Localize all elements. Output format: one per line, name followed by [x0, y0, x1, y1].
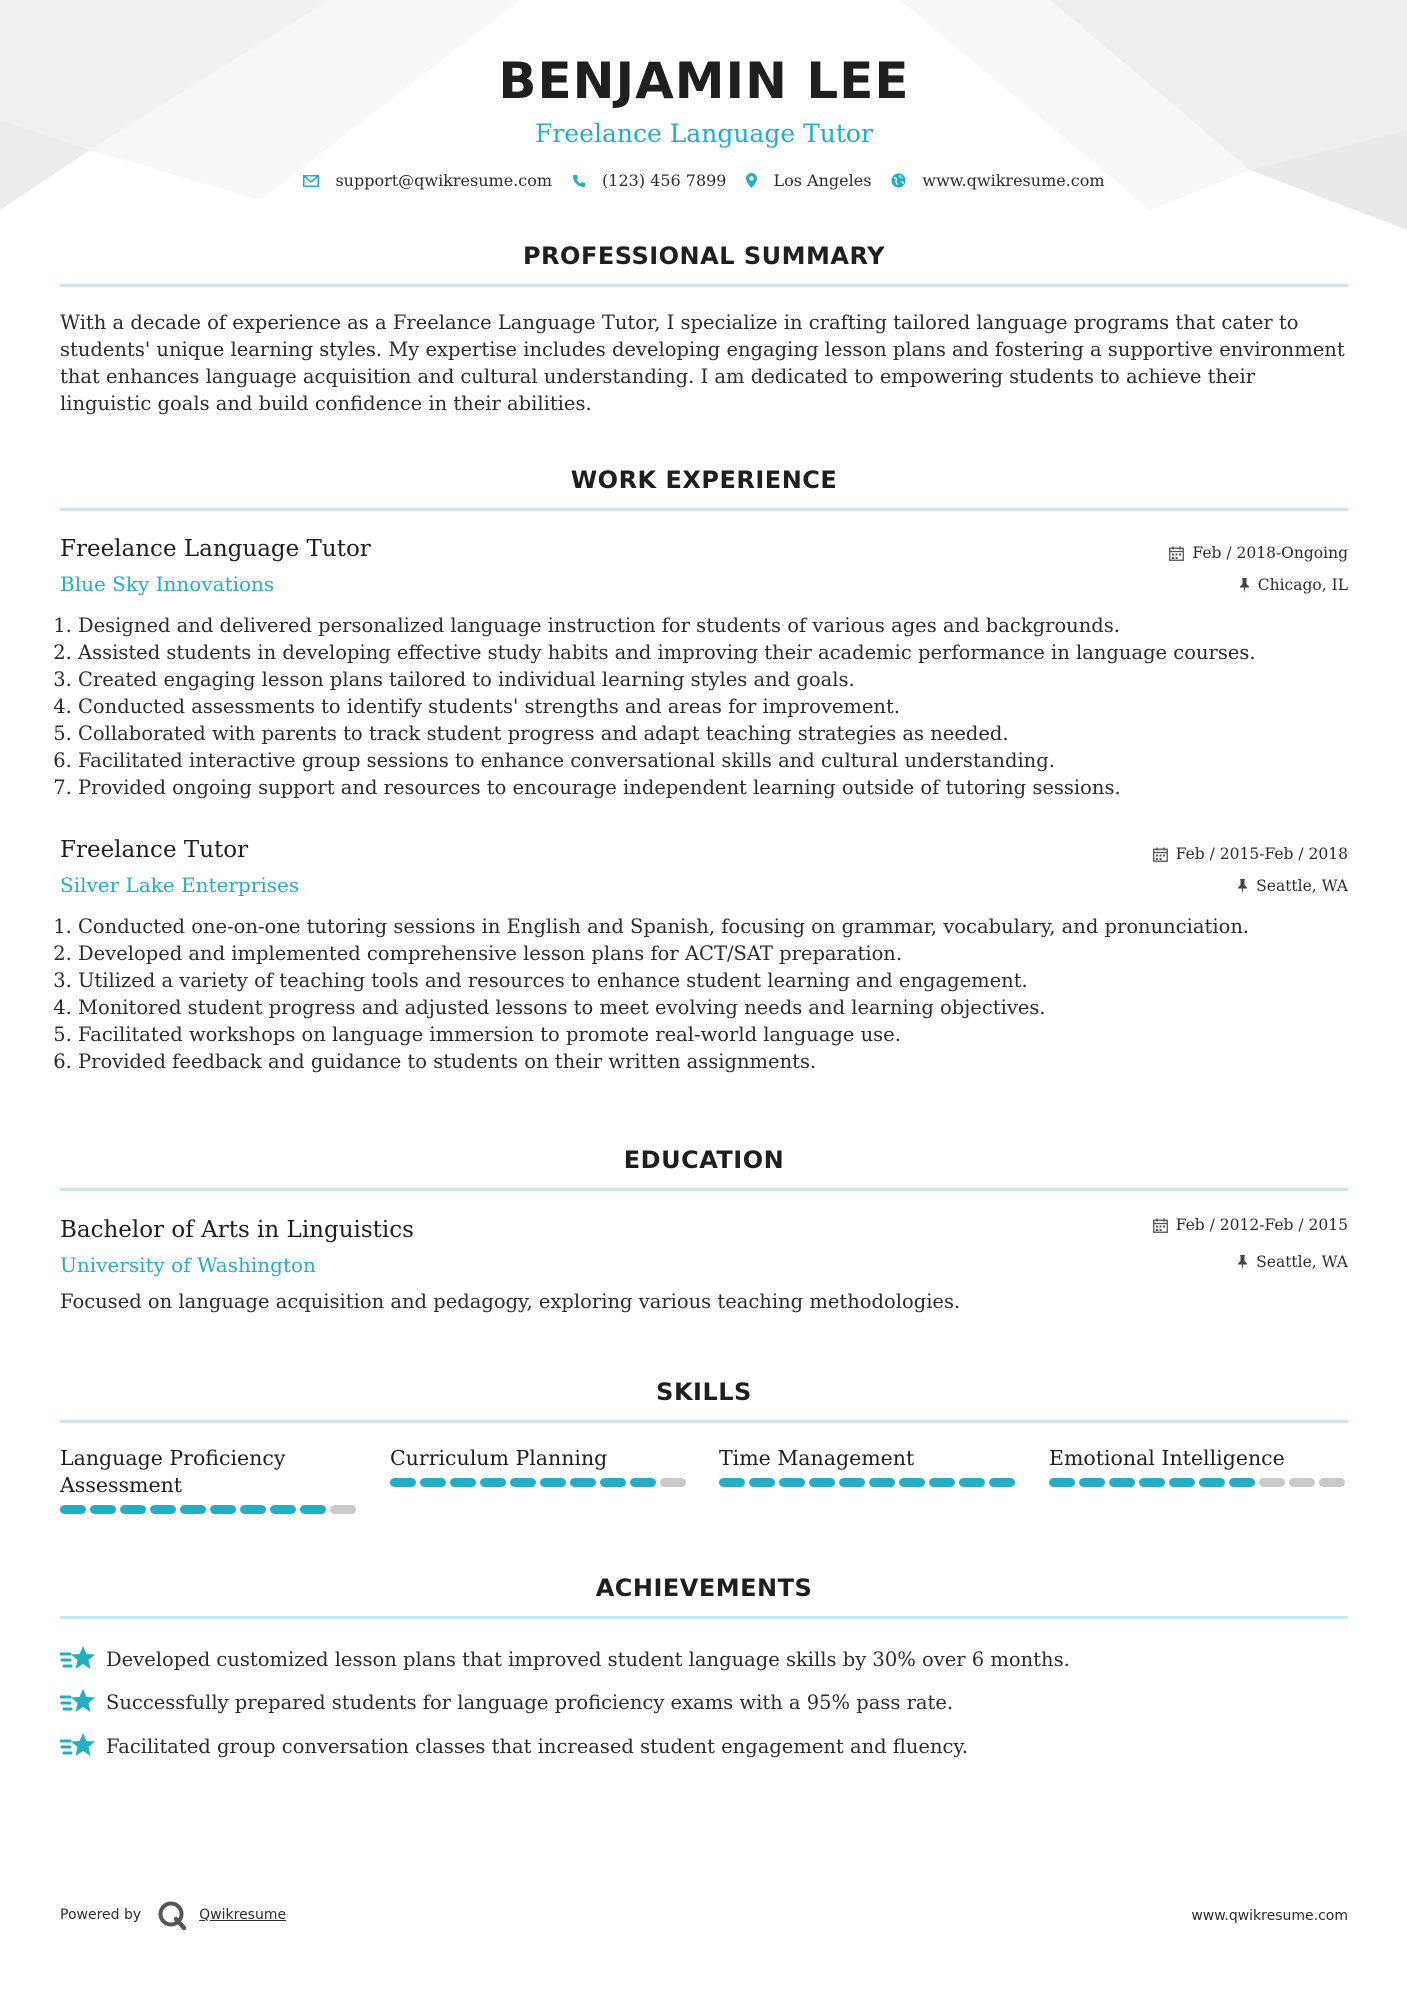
- skill-item: [1049, 1445, 1349, 1487]
- skill-item: [719, 1445, 1019, 1487]
- skill-level-segment: [809, 1478, 835, 1487]
- list-item: 4. Monitored student progress and adjusted lessons to meet evolving needs and learning objectives.: [78, 994, 1366, 1021]
- job-responsibilities: [60, 913, 1366, 1075]
- section-heading-experience: WORK EXPERIENCE: [570, 466, 838, 494]
- job-dates-text: Feb / 2015-Feb / 2018: [1175, 845, 1348, 863]
- education-location: [1237, 1255, 1348, 1271]
- skill-level-segment: [1169, 1478, 1195, 1487]
- achievement-text: Successfully prepared students for language proficiency exams with a 95% pass rate.: [106, 1690, 954, 1714]
- education-degree: Bachelor of Arts in Linguistics: [60, 1217, 414, 1243]
- achievement-item: [60, 1732, 968, 1760]
- achievement-text: Facilitated group conversation classes that increased student engagement and fluency.: [106, 1734, 969, 1758]
- achievement-item: [60, 1645, 1070, 1673]
- section-divider: [60, 1420, 1348, 1423]
- star-icon: [60, 1645, 96, 1673]
- list-item: 6. Provided feedback and guidance to students on their written assignments.: [78, 1048, 1366, 1075]
- qwikresume-link[interactable]: Qwikresume: [199, 1907, 287, 1923]
- skill-level-segment: [570, 1478, 596, 1487]
- list-item: 3. Utilized a variety of teaching tools and resources to enhance student learning and engagement.: [78, 967, 1366, 994]
- job-title: Freelance Tutor: [60, 837, 249, 863]
- star-icon: [60, 1732, 96, 1760]
- skill-level-segment: [120, 1505, 146, 1514]
- skill-level-segment: [660, 1478, 686, 1487]
- section-divider: [60, 508, 1348, 511]
- job-responsibilities: [60, 612, 1366, 801]
- skill-name: Curriculum Planning: [390, 1446, 608, 1470]
- skill-level-segment: [1079, 1478, 1105, 1487]
- job-location-text: Chicago, IL: [1257, 576, 1348, 594]
- skill-level-segment: [180, 1505, 206, 1514]
- skill-level-segment: [869, 1478, 895, 1487]
- skill-level-bar: [719, 1478, 1019, 1487]
- skill-level-bar: [60, 1505, 360, 1514]
- list-item: 1. Designed and delivered personalized language instruction for students of various ages and backgrounds.: [78, 612, 1366, 639]
- list-item: 1. Conducted one-on-one tutoring sessions in English and Spanish, focusing on grammar, vocabulary, and pronunciation.: [78, 913, 1366, 940]
- job-dates-text: Feb / 2018-Ongoing: [1192, 544, 1348, 562]
- summary-text: With a decade of experience as a Freelance Language Tutor, I specialize in crafting tailored language programs that cater to students' unique learning styles. My expertise includes developing engaging lesson plans and fostering a supportive environment that enhances language acquisition and cultural understanding. I am dedicated to empowering students to achieve their linguistic goals and build confidence in their abilities.: [60, 311, 1345, 415]
- education-school: University of Washington: [60, 1253, 316, 1277]
- contact-email-text: support@qwikresume.com: [335, 171, 553, 190]
- skill-name: Emotional Intelligence: [1049, 1446, 1285, 1470]
- skill-level-bar: [390, 1478, 690, 1487]
- candidate-name: BENJAMIN LEE: [498, 52, 910, 110]
- powered-by-label: Powered by: [60, 1907, 142, 1923]
- map-marker-icon: [746, 173, 757, 188]
- skill-level-segment: [330, 1505, 356, 1514]
- list-item: 7. Provided ongoing support and resources to encourage independent learning outside of tutoring sessions.: [78, 774, 1366, 801]
- skill-name: Language Proficiency Assessment: [60, 1446, 286, 1497]
- pin-icon: [1239, 578, 1250, 593]
- envelope-icon: [303, 175, 319, 187]
- skill-level-segment: [899, 1478, 925, 1487]
- skill-level-segment: [749, 1478, 775, 1487]
- skill-level-segment: [420, 1478, 446, 1487]
- contact-website-text: www.qwikresume.com: [922, 171, 1105, 190]
- job-dates: [1169, 546, 1348, 562]
- contact-website[interactable]: [891, 171, 1104, 190]
- education-dates: [1153, 1218, 1348, 1234]
- list-item: 2. Developed and implemented comprehensive lesson plans for ACT/SAT preparation.: [78, 940, 1366, 967]
- skill-level-segment: [480, 1478, 506, 1487]
- skill-level-bar: [1049, 1478, 1349, 1487]
- skill-level-segment: [270, 1505, 296, 1514]
- job-title: Freelance Language Tutor: [60, 536, 371, 562]
- skill-level-segment: [60, 1505, 86, 1514]
- skill-level-segment: [210, 1505, 236, 1514]
- section-divider: [60, 284, 1348, 287]
- achievement-text: Developed customized lesson plans that improved student language skills by 30% over 6 months.: [106, 1647, 1070, 1671]
- skill-level-segment: [1199, 1478, 1225, 1487]
- skill-level-segment: [779, 1478, 805, 1487]
- skill-level-segment: [540, 1478, 566, 1487]
- skill-level-segment: [150, 1505, 176, 1514]
- education-dates-text: Feb / 2012-Feb / 2015: [1175, 1216, 1348, 1234]
- list-item: 3. Created engaging lesson plans tailored to individual learning styles and goals.: [78, 666, 1366, 693]
- pin-icon: [1237, 879, 1248, 894]
- skill-level-segment: [390, 1478, 416, 1487]
- job-location-text: Seattle, WA: [1256, 877, 1348, 895]
- section-divider: [60, 1188, 1348, 1191]
- skill-level-segment: [1319, 1478, 1345, 1487]
- contact-phone[interactable]: [572, 171, 726, 190]
- list-item: 5. Facilitated workshops on language immersion to promote real-world language use.: [78, 1021, 1366, 1048]
- calendar-icon: [1169, 546, 1184, 561]
- skill-level-segment: [1259, 1478, 1285, 1487]
- list-item: 5. Collaborated with parents to track student progress and adapt teaching strategies as needed.: [78, 720, 1366, 747]
- skill-level-segment: [1109, 1478, 1135, 1487]
- section-divider: [60, 1616, 1348, 1619]
- contact-bar: [60, 171, 1348, 190]
- skill-item: [60, 1445, 360, 1514]
- job-dates: [1153, 847, 1348, 863]
- list-item: 4. Conducted assessments to identify students' strengths and areas for improvement.: [78, 693, 1366, 720]
- skill-item: [390, 1445, 690, 1487]
- footer-website-link[interactable]: www.qwikresume.com: [1191, 1908, 1348, 1924]
- section-heading-achievements: ACHIEVEMENTS: [595, 1574, 813, 1602]
- qwikresume-logo: [157, 1900, 187, 1930]
- achievement-item: [60, 1688, 953, 1716]
- footer-powered-by: [60, 1900, 286, 1930]
- calendar-icon: [1153, 1218, 1168, 1233]
- education-description: Focused on language acquisition and pedagogy, exploring various teaching methodologies.: [60, 1290, 961, 1313]
- list-item: 2. Assisted students in developing effective study habits and improving their academic performance in language courses.: [78, 639, 1366, 666]
- section-heading-summary: PROFESSIONAL SUMMARY: [522, 242, 886, 270]
- calendar-icon: [1153, 847, 1168, 862]
- list-item: 6. Facilitated interactive group sessions to enhance conversational skills and cultural understanding.: [78, 747, 1366, 774]
- skill-level-segment: [1049, 1478, 1075, 1487]
- job-company: Blue Sky Innovations: [60, 572, 275, 596]
- pin-icon: [1237, 1255, 1248, 1270]
- job-location: [1237, 879, 1348, 895]
- skill-level-segment: [929, 1478, 955, 1487]
- skill-level-segment: [90, 1505, 116, 1514]
- star-icon: [60, 1688, 96, 1716]
- skill-level-segment: [510, 1478, 536, 1487]
- skill-level-segment: [1289, 1478, 1315, 1487]
- candidate-title: Freelance Language Tutor: [535, 119, 873, 148]
- skill-level-segment: [300, 1505, 326, 1514]
- contact-location-text: Los Angeles: [773, 171, 872, 190]
- contact-location: [746, 171, 871, 190]
- skill-level-segment: [240, 1505, 266, 1514]
- skill-level-segment: [1229, 1478, 1255, 1487]
- phone-icon: [572, 174, 586, 188]
- skill-level-segment: [1139, 1478, 1165, 1487]
- skill-level-segment: [719, 1478, 745, 1487]
- skill-level-segment: [839, 1478, 865, 1487]
- skill-name: Time Management: [719, 1446, 915, 1470]
- skill-level-segment: [959, 1478, 985, 1487]
- education-location-text: Seattle, WA: [1256, 1253, 1348, 1271]
- contact-email[interactable]: [303, 171, 552, 190]
- skill-level-segment: [989, 1478, 1015, 1487]
- skill-level-segment: [630, 1478, 656, 1487]
- section-heading-education: EDUCATION: [623, 1146, 785, 1174]
- skill-level-segment: [450, 1478, 476, 1487]
- skill-level-segment: [600, 1478, 626, 1487]
- job-company: Silver Lake Enterprises: [60, 873, 300, 897]
- section-heading-skills: SKILLS: [656, 1378, 752, 1406]
- globe-icon: [891, 173, 906, 188]
- job-location: [1239, 578, 1348, 594]
- contact-phone-text: (123) 456 7899: [602, 171, 727, 190]
